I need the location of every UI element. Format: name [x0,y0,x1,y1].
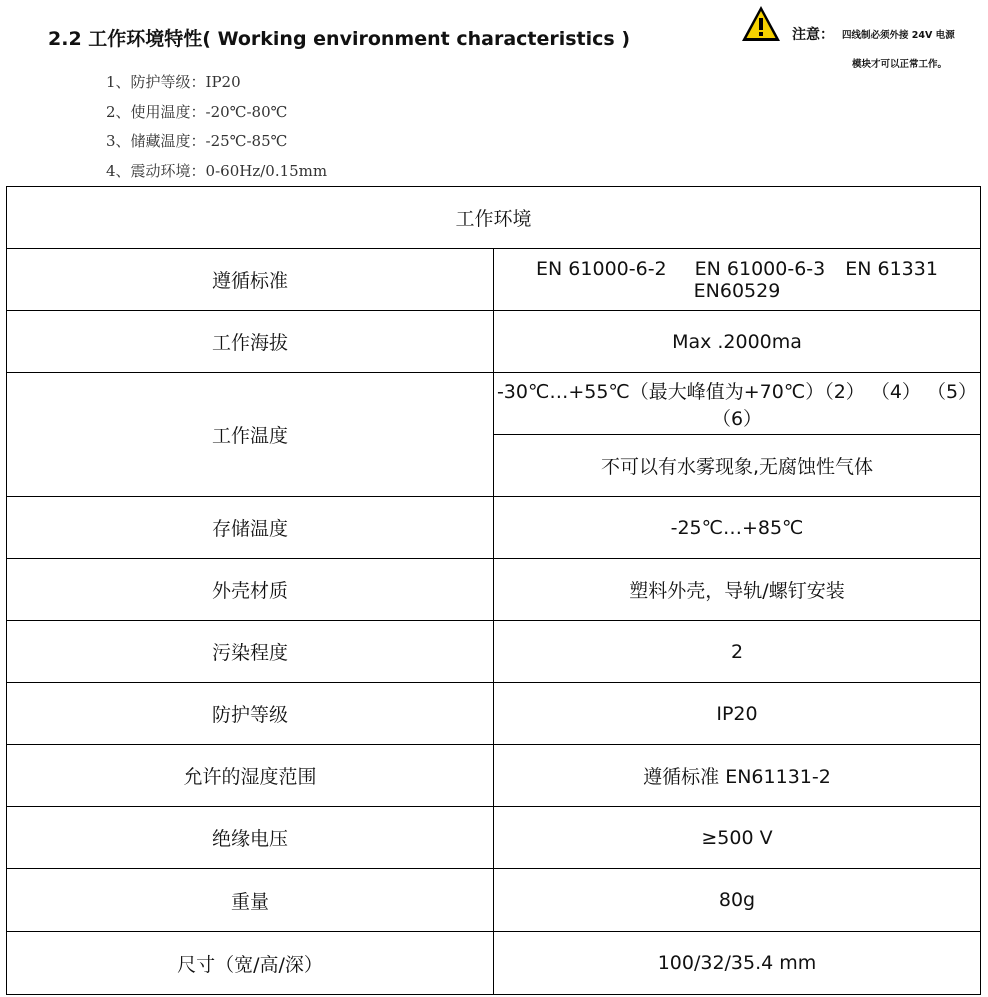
notice-text-line1: 四线制必须外接 24V 电源 [842,30,955,41]
row-value: -30℃…+55℃（最大峰值为+70℃）（2） （4） （5） （6） [494,373,981,435]
notice-label: 注意： [792,27,834,43]
row-label: 污染程度 [7,621,494,683]
row-value: IP20 [494,683,981,745]
row-label: 遵循标准 [7,249,494,311]
row-label: 尺寸（宽/高/深） [7,932,494,995]
row-value: 80g [494,869,981,932]
warning-triangle-icon [740,4,782,44]
table-row [7,497,981,559]
table-row [7,249,981,311]
row-label: 存储温度 [7,497,494,559]
row-label: 工作海拔 [7,311,494,373]
spec-list [106,68,327,186]
table-header: 工作环境 [7,187,981,249]
row-label: 重量 [7,869,494,932]
spec-item-operating-temp: 2、使用温度：-20℃-80℃ [106,102,288,121]
row-label: 允许的湿度范围 [7,745,494,807]
table-row [7,559,981,621]
environment-table [6,186,981,995]
row-value: 遵循标准 EN61131-2 [494,745,981,807]
table-row [7,621,981,683]
standard-item: EN 61000-6-3 [694,257,826,280]
row-value: ≥500 V [494,807,981,869]
row-value: -25℃…+85℃ [494,497,981,559]
row-label: 外壳材质 [7,559,494,621]
table-row [7,807,981,869]
spec-item-vibration: 4、震动环境：0-60Hz/0.15mm [106,161,328,180]
table-row [7,932,981,995]
row-value: 不可以有水雾现象,无腐蚀性气体 [494,435,981,497]
row-value: 2 [494,621,981,683]
table-row [7,745,981,807]
row-label: 工作温度 [7,373,494,497]
row-value: Max .2000ma [494,311,981,373]
row-value: 100/32/35.4 mm [494,932,981,995]
notice-text-line2: 模块才可以正常工作。 [852,59,948,70]
row-label: 防护等级 [7,683,494,745]
spec-item-storage-temp: 3、储藏温度：-25℃-85℃ [106,132,288,150]
section-title: 2.2 工作环境特性( Working environment characteristics ) [48,28,631,50]
standard-item: EN 61000-6-2 [536,257,667,280]
table-row [7,869,981,932]
table-row [7,311,981,373]
row-value-standards [494,249,981,311]
spec-item-protection: 1、防护等级：IP20 [106,73,241,91]
table-row [7,373,981,435]
table-row [7,683,981,745]
notice-box [740,4,980,74]
row-label: 绝缘电压 [7,807,494,869]
row-value: 塑料外壳，导轨/螺钉安装 [494,559,981,621]
standard-item: EN 61331 EN60529 [693,257,938,302]
